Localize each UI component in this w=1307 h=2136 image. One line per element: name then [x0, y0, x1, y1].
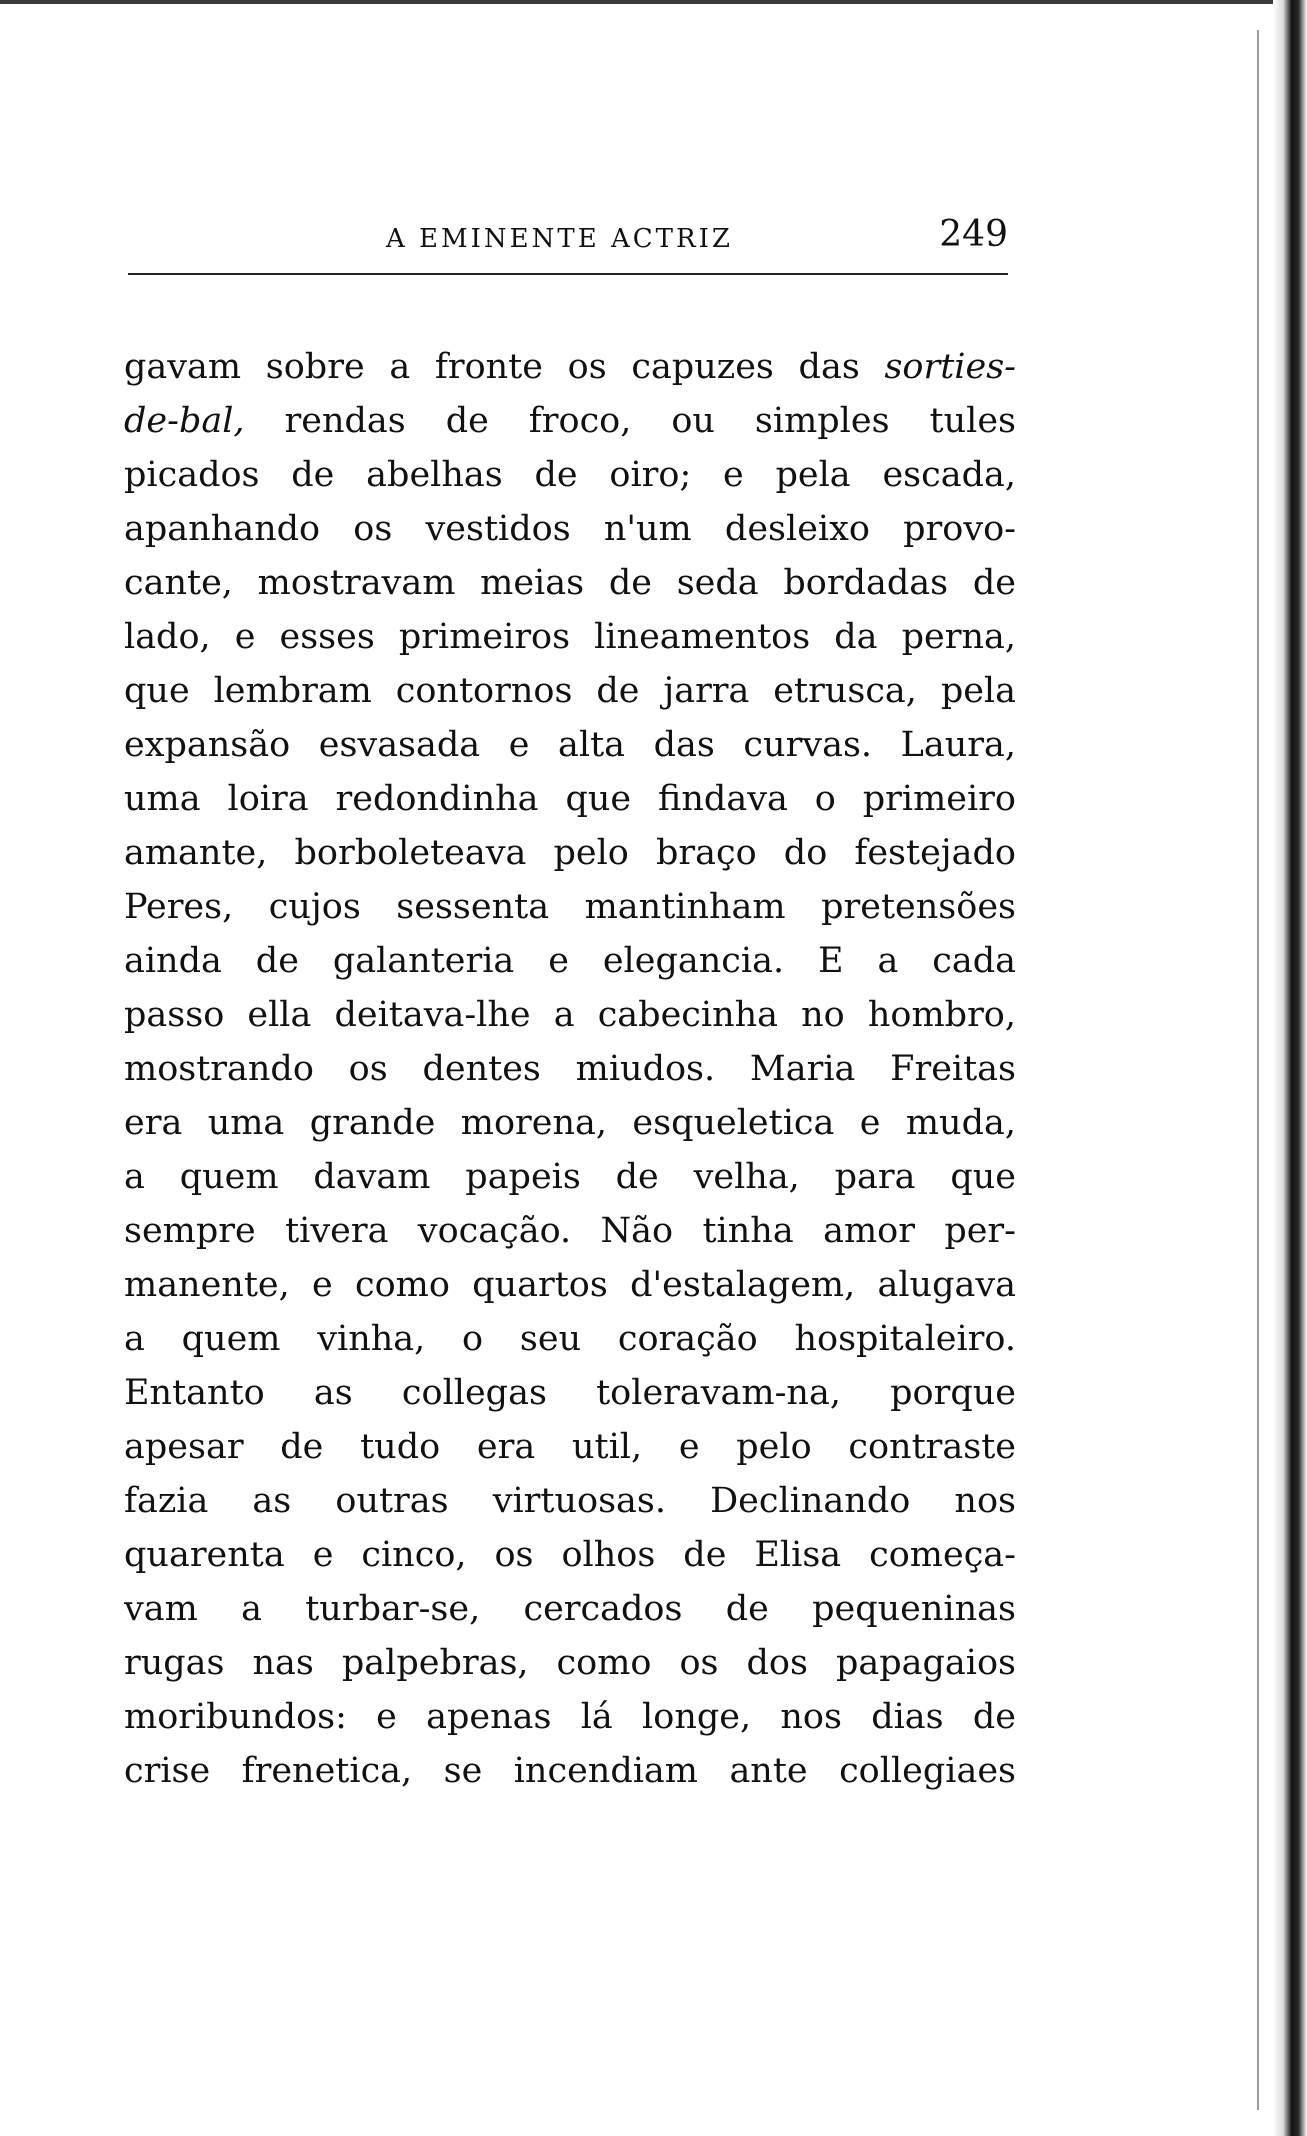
text-line-15: era uma grande morena, esqueletica e muda,: [124, 1103, 1016, 1143]
text-line-23: quarenta e cinco, os olhos de Elisa começa-: [124, 1535, 1016, 1575]
text-line-6: lado, e esses primeiros lineamentos da perna,: [124, 617, 1016, 657]
text-line-19: a quem vinha, o seu coração hospitaleiro.: [124, 1319, 1016, 1359]
text-line-20: Entanto as collegas toleravam-na, porque: [124, 1373, 1016, 1413]
scan-top-edge: [0, 0, 1307, 4]
italic-term-de-bal: de-bal,: [124, 401, 245, 441]
text-line-7: que lembram contornos de jarra etrusca, pela: [124, 671, 1016, 711]
body-text: [124, 340, 1016, 1798]
text-line-2: [124, 394, 1016, 448]
text-line-16: a quem davam papeis de velha, para que: [124, 1157, 1016, 1197]
text-line-1-start: gavam sobre a fronte os capuzes das: [124, 347, 885, 387]
text-line-8: expansão esvasada e alta das curvas. Laura,: [124, 725, 1016, 765]
book-gutter: [1273, 0, 1307, 2136]
text-line-11: Peres, cujos sessenta mantinham pretensões: [124, 887, 1016, 927]
text-line-12: ainda de galanteria e elegancia. E a cada: [124, 941, 1016, 981]
text-line-25: rugas nas palpebras, como os dos papagaios: [124, 1643, 1016, 1683]
text-line-3: picados de abelhas de oiro; e pela escada,: [124, 455, 1016, 495]
text-line-5: cante, mostravam meias de seda bordadas de: [124, 563, 1016, 603]
running-title: A EMINENTE ACTRIZ: [386, 224, 733, 254]
text-line-21: apesar de tudo era util, e pelo contraste: [124, 1427, 1016, 1467]
text-line-18: manente, e como quartos d'estalagem, alugava: [124, 1265, 1016, 1305]
text-line-13: passo ella deitava-lhe a cabecinha no hombro,: [124, 995, 1016, 1035]
text-line-24: vam a turbar-se, cercados de pequeninas: [124, 1589, 1016, 1629]
italic-term-sorties: sorties-: [884, 347, 1016, 387]
text-line-14: mostrando os dentes miudos. Maria Freitas: [124, 1049, 1016, 1089]
text-line-2-end: rendas de froco, ou simples tules: [244, 401, 1016, 441]
text-line-17: sempre tivera vocação. Não tinha amor per-: [124, 1211, 1016, 1251]
running-head: [128, 214, 1008, 270]
text-line-4: apanhando os vestidos n'um desleixo provo-: [124, 509, 1016, 549]
text-line-27: crise frenetica, se incendiam ante collegiaes: [124, 1751, 1016, 1791]
text-line-9: uma loira redondinha que findava o primeiro: [124, 779, 1016, 819]
header-rule: [128, 273, 1008, 275]
page-number: 249: [939, 214, 1008, 255]
text-line-10: amante, borboleteava pelo braço do festejado: [124, 833, 1016, 873]
text-line-26: moribundos: e apenas lá longe, nos dias de: [124, 1697, 1016, 1737]
text-line-1: [124, 340, 1016, 394]
gutter-shadow-line: [1257, 30, 1259, 2110]
text-line-22: fazia as outras virtuosas. Declinando nos: [124, 1481, 1016, 1521]
